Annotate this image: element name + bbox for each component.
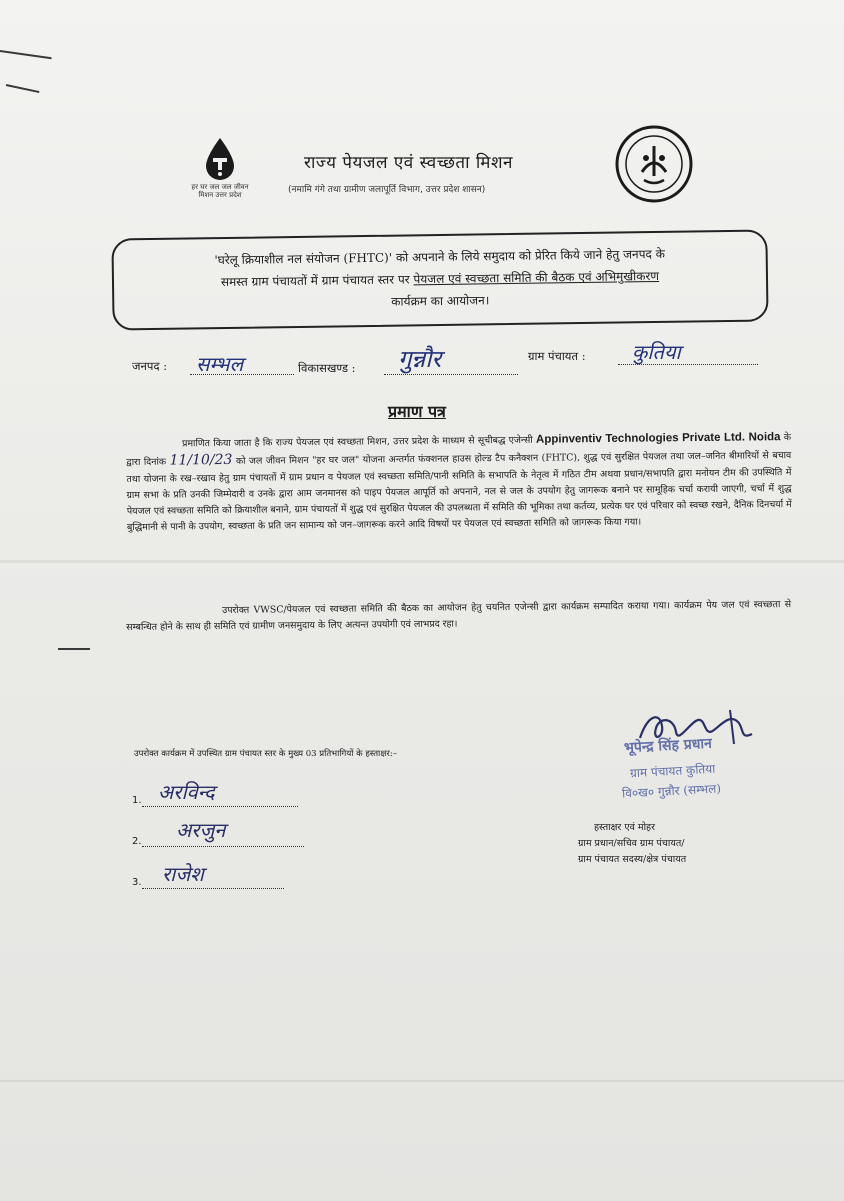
panchayat-label: ग्राम पंचायत : — [528, 349, 586, 363]
pen-stroke — [6, 84, 40, 93]
signatory-block — [578, 820, 778, 868]
fold-crease — [0, 560, 844, 563]
program-headline-box — [111, 229, 768, 330]
signatory-line: हस्ताक्षर एवं मोहर — [594, 822, 655, 833]
para-text: को जल जीवन मिशन "हर घर जल" योजना अन्तर्गत फंक्शनल हाउस होल्ड टैप कनैक्शन (FHTC), शुद्ध एवं सुरक्षित पेयजल तथा जल–जनित बीमारियों से बचाव तथा योजना के रख–रखाव हेतु ग्राम पंचायतों में ग्राम प्रधान व पेयजल एवं स्वच्छता समिति/पानी समिति के सभापति के नेतृत्व में गठित टीम अथवा प्रधान/सभापति द्वारा मनोयन टीम की उपस्थिति में ग्राम सभा के प्रति उनकी जिम्मेदारी व उनके द्वारा आम जनमानस को पाइप पेयजल आपूर्ति को अपनाने, नल से जल के उपयोग हेतु जागरूक बनाने पर सामूहिक चर्चा करायी जाएगी, चर्चा में शुद्ध पेयजल एवं स्वच्छता समिति को क्रियाशील बनाने, ग्राम पंचायतों में शुद्ध एवं सुरक्षित पेयजल की उपलब्धता में समिति की भूमिका तथा कर्तव्य, प्रत्येक घर एवं परिवार को स्वच्छ रखने, दैनिक दिनचर्या में बुद्धिमानी से पानी के उपयोग, स्वच्छता के प्रति जन सामान्य को जन–जागरूक करने आदि विषयों पर पेयजल एवं स्वच्छता समिति को जागरूक किया गया। — [126, 450, 792, 534]
para-text: उपरोक्त VWSC/पेयजल एवं स्वच्छता समिति की बैठक का आयोजन हेतु चयनित एजेन्सी द्वारा कार्यक्रम सम्पादित कराया गया। कार्यक्रम पेय जल एवं स्वच्छता से सम्बन्धित होने के साथ ही समिति एवं ग्रामीण जनसमुदाय के लिए अत्यन्त उपयोगी एवं लाभप्रद रहा। — [126, 599, 792, 634]
pen-stroke — [58, 648, 90, 650]
headline-text: समस्त ग्राम पंचायतों में ग्राम पंचायत स्तर पर — [220, 272, 414, 290]
signature-dotted-line — [142, 806, 298, 807]
headline-line: कार्यक्रम का आयोजन। — [391, 293, 490, 309]
document-subtitle: (नमामि गंगे तथा ग्रामीण जलापूर्ति विभाग, उत्तर प्रदेश शासन) — [288, 185, 486, 195]
headline-underlined-text: पेयजल एवं स्वच्छता समिति की बैठक एवं अभिमुखीकरण — [413, 268, 660, 287]
signature-dotted-line — [142, 888, 284, 889]
up-government-emblem — [614, 124, 694, 204]
panchayat-dotted-line — [618, 364, 758, 365]
para-text: के द्वारा दिनांक — [126, 432, 792, 469]
block-label: विकासखण्ड : — [298, 361, 356, 375]
program-headline — [114, 241, 767, 316]
district-label: जनपद : — [132, 359, 168, 373]
district-dotted-line — [190, 374, 294, 375]
block-value: गुन्नौर — [398, 345, 442, 373]
certificate-title: प्रमाण पत्र — [388, 402, 446, 421]
water-drop-icon — [202, 136, 238, 182]
participant-number: 3. — [132, 877, 142, 888]
participant-number: 2. — [132, 836, 142, 847]
har-ghar-jal-logo — [188, 136, 252, 210]
panchayat-value: कुतिया — [632, 340, 681, 364]
emblem-icon — [614, 124, 694, 204]
pradhan-stamp — [621, 708, 794, 801]
participant-signature: अरविन्द — [158, 780, 215, 804]
participant-number: 1. — [132, 795, 142, 806]
participants-note: उपरोक्त कार्यक्रम में उपस्थित ग्राम पंचायत स्तर के मुख्य 03 प्रतिभागियों के हस्ताक्षर:– — [134, 749, 397, 759]
stamp-block: वि०ख० गुन्नौर (सम्भल) — [621, 781, 722, 801]
headline-line: 'घरेलू क्रियाशील नल संयोजन (FHTC)' को अपनाने के लिये समुदाय को प्रेरित किये जाने हेतु जनपद के — [214, 246, 665, 268]
agency-name: Appinventiv Technologies Private Ltd. Noida — [535, 431, 781, 446]
stamp-designation: ग्राम पंचायत कुतिया — [629, 761, 716, 781]
fold-crease — [0, 1080, 844, 1082]
block-dotted-line — [384, 374, 518, 375]
participant-signature: अरजुन — [176, 818, 226, 842]
stamp-name: भूपेन्द्र सिंह प्रधान — [623, 735, 713, 757]
signatory-line: ग्राम प्रधान/सचिव ग्राम पंचायत/ — [578, 838, 685, 849]
event-date: 11/10/23 — [169, 452, 233, 469]
participant-signature: राजेश — [162, 862, 204, 886]
para-text: प्रमाणित किया जाता है कि राज्य पेयजल एवं स्वच्छता मिशन, उत्तर प्रदेश के माध्यम से सूचीबद्ध एजेन्सी — [182, 434, 537, 450]
certificate-paragraph — [126, 429, 792, 537]
signature-dotted-line — [142, 846, 304, 847]
document-title: राज्य पेयजल एवं स्वच्छता मिशन — [304, 153, 513, 173]
logo-caption: हर घर जल जल जीवन मिशन उत्तर प्रदेश — [191, 183, 249, 199]
pen-stroke — [0, 50, 52, 59]
certificate-paragraph-2 — [126, 597, 791, 637]
district-value: सम्भल — [196, 352, 244, 376]
signatory-line: ग्राम पंचायत सदस्य/क्षेत्र पंचायत — [578, 854, 687, 865]
